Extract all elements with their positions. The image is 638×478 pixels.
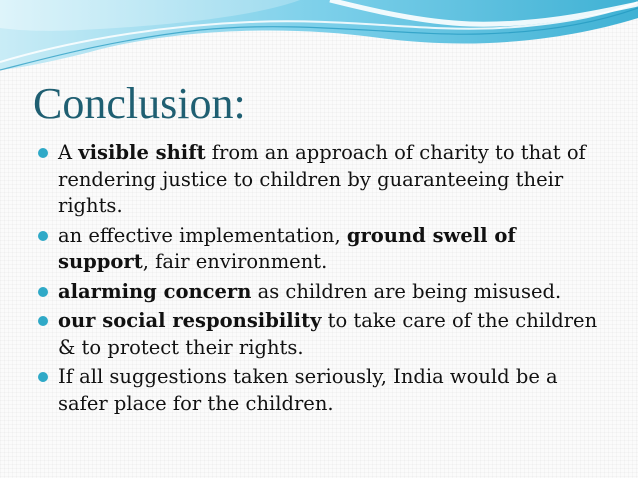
bullet-list	[36, 140, 606, 420]
bullet-item	[36, 279, 606, 306]
slide-title: Conclusion:	[33, 79, 246, 128]
bullet-text: as children are being misused.	[251, 279, 562, 303]
bullet-text: A	[58, 141, 79, 164]
bullet-item	[36, 364, 606, 417]
bullet-item	[36, 308, 606, 361]
bullet-dot-icon	[38, 372, 48, 382]
bullet-bold-text: ground swell of support	[58, 223, 516, 273]
bullet-dot-icon	[38, 148, 48, 158]
header-wave-decoration	[0, 0, 638, 75]
bullet-text: , fair environment.	[142, 250, 328, 273]
bullet-text: from an approach of charity to that of rendering justice to children by guaranteeing their rights.	[58, 141, 586, 217]
bullet-text: an effective implementation,	[58, 223, 347, 247]
bullet-bold-text: visible shift	[78, 141, 206, 164]
bullet-dot-icon	[38, 231, 48, 241]
bullet-text: If all suggestions taken seriously, India would be a safer place for the children.	[58, 365, 558, 415]
bullet-bold-text: alarming concern	[58, 279, 252, 303]
bullet-dot-icon	[38, 316, 48, 326]
bullet-item	[36, 223, 606, 276]
bullet-text: to take care of the children & to protect their rights.	[58, 309, 598, 359]
bullet-item	[36, 140, 606, 220]
bullet-dot-icon	[38, 287, 48, 297]
bullet-bold-text: our social responsibility	[58, 309, 322, 332]
